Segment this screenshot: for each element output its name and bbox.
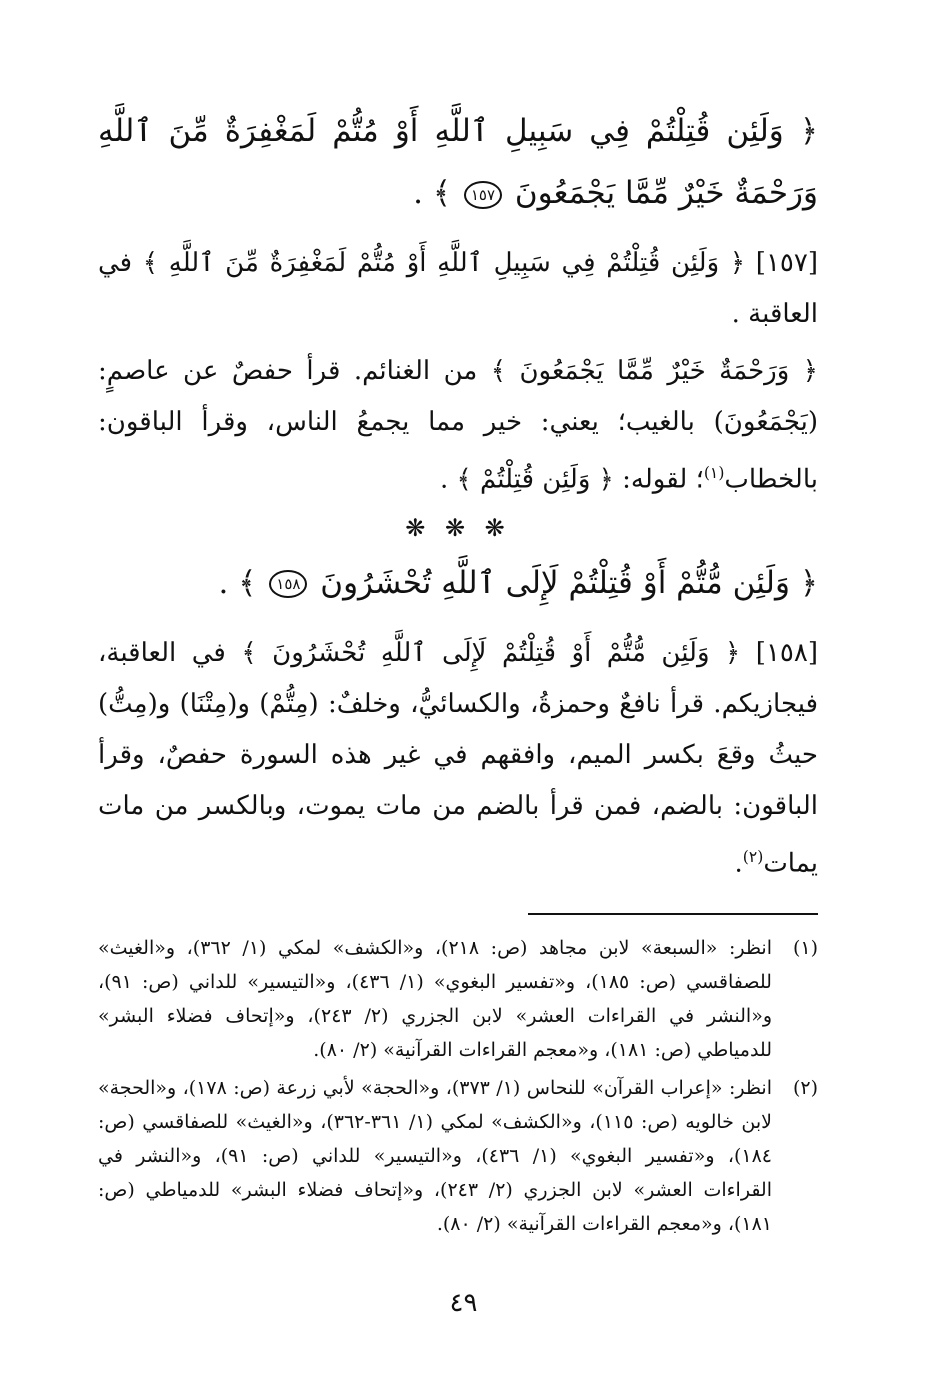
footnote-text: انظر: «السبعة» لابن مجاهد (ص: ٢١٨)، و«الكشف» لمكي (١/ ٣٦٢)، و«الغيث» للصفاقسي (ص: ١٨٥)، و«تفسير البغوي» (١/ ٤٣٦)، و«التيسير» للداني (ص: ٩١)، و«النشر في القراءات العشر» لابن الجزري (٢/ ٢٤٣)، و«إتحاف فضلاء البشر» للدمياطي (ص: ١٨١)، و«معجم القراءات القرآنية» (٢/ ٨٠). (98, 937, 773, 1062)
footnote-divider (528, 913, 818, 915)
section-separator: ❋ ❋ ❋ (405, 513, 511, 542)
quran-verse-158 (98, 552, 818, 614)
commentary-text: ﴿ وَرَحْمَةٌ خَيْرٌ مِّمَّا يَجْمَعُونَ ﴾ من الغنائم. قرأ حفصٌ عن عاصمٍ: (يَجْمَعُونَ) بالغيب؛ يعني: خير مما يجمعُ الناس، وقرأ الباقون: بالخطاب (98, 356, 818, 495)
ayah-number-marker: ١٥٧ (464, 181, 502, 209)
footnote-2 (98, 1071, 818, 1241)
quran-verse-157 (98, 100, 818, 224)
footnote-ref-2[interactable]: (٢) (742, 847, 764, 866)
ayah-number-marker: ١٥٨ (269, 570, 307, 598)
commentary-text: [١٥٨] ﴿ وَلَئِن مُّتُّمْ أَوْ قُتِلْتُمْ لَإِلَى ٱللَّهِ تُحْشَرُونَ ﴾ في العاقبة، فيجازيكم. قرأ نافعٌ وحمزةُ، والكسائيُّ، وخلفٌ: (مِتُّمْ) و(مِتْنَا) و(مِتُّ) حيثُ وقعَ بكسر الميم، وافقهم في غير هذه السورة حفصٌ، وقرأ الباقون: بالضم، فمن قرأ بالضم من مات يموت، وبالكسر من مات يمات (98, 637, 818, 879)
page-body (98, 100, 818, 1245)
footnote-number: (٢) (792, 1077, 818, 1100)
commentary-text-end: . (734, 848, 743, 879)
commentary-157-body (98, 346, 818, 506)
footnote-ref-1[interactable]: (١) (703, 464, 725, 482)
footnote-1 (98, 931, 818, 1067)
verse-text: ﴿ وَلَئِن قُتِلْتُمْ فِي سَبِيلِ ٱللَّهِ أَوْ مُتُّمْ لَمَغْفِرَةٌ مِّنَ ٱللَّهِ وَرَحْمَةٌ خَيْرٌ مِّمَّا يَجْمَعُونَ (98, 113, 818, 211)
footnote-number: (١) (792, 937, 818, 960)
footnote-text: انظر: «إعراب القرآن» للنحاس (١/ ٣٧٣)، و«الحجة» لأبي زرعة (ص: ١٧٨)، و«الحجة» لابن خالويه (ص: ١١٥)، و«الكشف» لمكي (١/ ٣٦١-٣٦٢)، و«الغيث» للصفاقسي (ص: ١٨٤)، و«تفسير البغوي» (١/ ٤٣٦)، و«التيسير» للداني (ص: ٩١)، و«النشر في القراءات العشر» لابن الجزري (٢/ ٢٤٣)، و«إتحاف فضلاء البشر» للدمياطي (ص: ١٨١)، و«معجم القراءات القرآنية» (٢/ ٨٠). (98, 1077, 773, 1236)
commentary-158 (98, 628, 818, 890)
commentary-157-intro: [١٥٧] ﴿ وَلَئِن قُتِلْتُمْ فِي سَبِيلِ ٱللَّهِ أَوْ مُتُّمْ لَمَغْفِرَةٌ مِّنَ ٱللَّهِ ﴾ في العاقبة . (98, 248, 818, 329)
verse-close: ﴾ . (413, 175, 451, 211)
page-number: ٤٩ (449, 1288, 478, 1318)
verse-close: ﴾ . (218, 564, 257, 601)
verse-text: ﴿ وَلَئِن مُّتُّمْ أَوْ قُتِلْتُمْ لَإِلَى ٱللَّهِ تُحْشَرُونَ (320, 564, 818, 601)
commentary-text-end: ؛ لقوله: ﴿ وَلَئِن قُتِلْتُمْ ﴾ . (439, 464, 704, 495)
